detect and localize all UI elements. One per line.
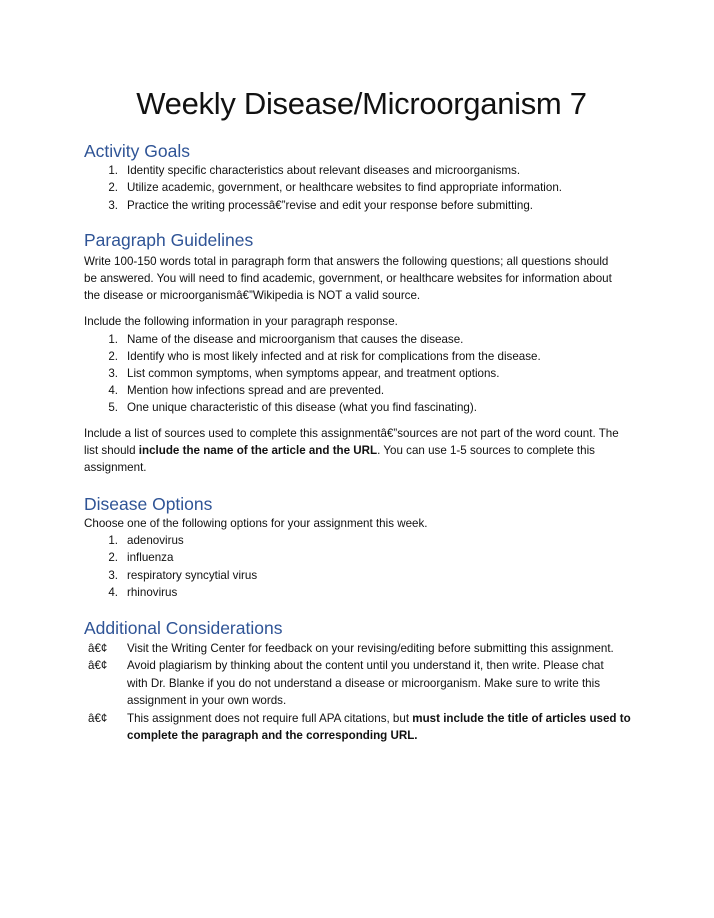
list-item-text (127, 728, 418, 744)
list-number: 1. (108, 534, 118, 547)
list-number: 1. (108, 164, 118, 177)
sources-paragraph-line: Include a list of sources used to complete this assignmentâ€”sources are not part of the word count. The (84, 427, 619, 440)
guidelines-paragraph-line: the disease or microorganismâ€”Wikipedia is NOT a valid source. (84, 289, 421, 302)
guidelines-paragraph-line: be answered. You will need to find academic, government, or healthcare websites for information about (84, 272, 612, 285)
list-item-text: Utilize academic, government, or healthcare websites to find appropriate information. (127, 181, 562, 194)
list-item-text: One unique characteristic of this disease (what you find fascinating). (127, 401, 477, 414)
list-item-text: assignment in your own words. (127, 694, 287, 707)
sources-text: . You can use 1-5 sources to complete this (377, 444, 595, 457)
list-item-text: rhinovirus (127, 586, 178, 599)
list-item-text: adenovirus (127, 534, 184, 547)
list-number: 2. (108, 181, 118, 194)
list-number: 5. (108, 401, 118, 414)
disease-options-intro: Choose one of the following options for your assignment this week. (84, 517, 428, 530)
list-number: 3. (108, 569, 118, 582)
document-title: Weekly Disease/Microorganism 7 (136, 86, 587, 121)
sources-paragraph-line: assignment. (84, 461, 147, 474)
list-number: 2. (108, 350, 118, 363)
paragraph-guidelines-heading: Paragraph Guidelines (84, 230, 254, 250)
disease-options-heading: Disease Options (84, 494, 213, 514)
list-number: 4. (108, 586, 118, 599)
list-number: 4. (108, 384, 118, 397)
list-item-text: Visit the Writing Center for feedback on your revising/editing before submitting this assignment. (127, 642, 614, 655)
list-item-text: respiratory syncytial virus (127, 569, 258, 582)
bullet-glyph: â€¢ (88, 659, 108, 672)
list-item-text (127, 711, 631, 727)
list-number: 2. (108, 551, 118, 564)
sources-emphasis: include the name of the article and the URL (138, 444, 378, 457)
list-item-text: Name of the disease and microorganism that causes the disease. (127, 333, 464, 346)
list-item-text: with Dr. Blanke if you do not understand a disease or microorganism. Make sure to write this (127, 677, 600, 690)
list-item-text: Practice the writing processâ€”revise and edit your response before submitting. (127, 199, 533, 212)
list-item-text: influenza (127, 551, 174, 564)
sources-paragraph-line (84, 443, 595, 459)
consideration-text: This assignment does not require full APA citations, but (127, 712, 413, 725)
list-item-text: List common symptoms, when symptoms appear, and treatment options. (127, 367, 500, 380)
consideration-emphasis: must include the title of articles used to (412, 712, 631, 725)
list-number: 3. (108, 199, 118, 212)
sources-text: list should (84, 444, 139, 457)
list-item-text: Mention how infections spread and are prevented. (127, 384, 385, 397)
list-item-text: Identify who is most likely infected and at risk for complications from the disease. (127, 350, 541, 363)
list-item-text: Identity specific characteristics about relevant diseases and microorganisms. (127, 164, 521, 177)
list-number: 1. (108, 333, 118, 346)
bullet-glyph: â€¢ (88, 642, 108, 655)
additional-considerations-heading: Additional Considerations (84, 618, 283, 638)
bullet-glyph: â€¢ (88, 712, 108, 725)
activity-goals-heading: Activity Goals (84, 141, 190, 161)
guidelines-intro: Include the following information in your paragraph response. (84, 315, 398, 328)
guidelines-paragraph-line: Write 100-150 words total in paragraph form that answers the following questions; all questions should (84, 255, 609, 268)
list-item-text: Avoid plagiarism by thinking about the content until you understand it, then write. Please chat (127, 659, 604, 672)
list-number: 3. (108, 367, 118, 380)
consideration-emphasis: complete the paragraph and the corresponding URL. (127, 729, 418, 742)
